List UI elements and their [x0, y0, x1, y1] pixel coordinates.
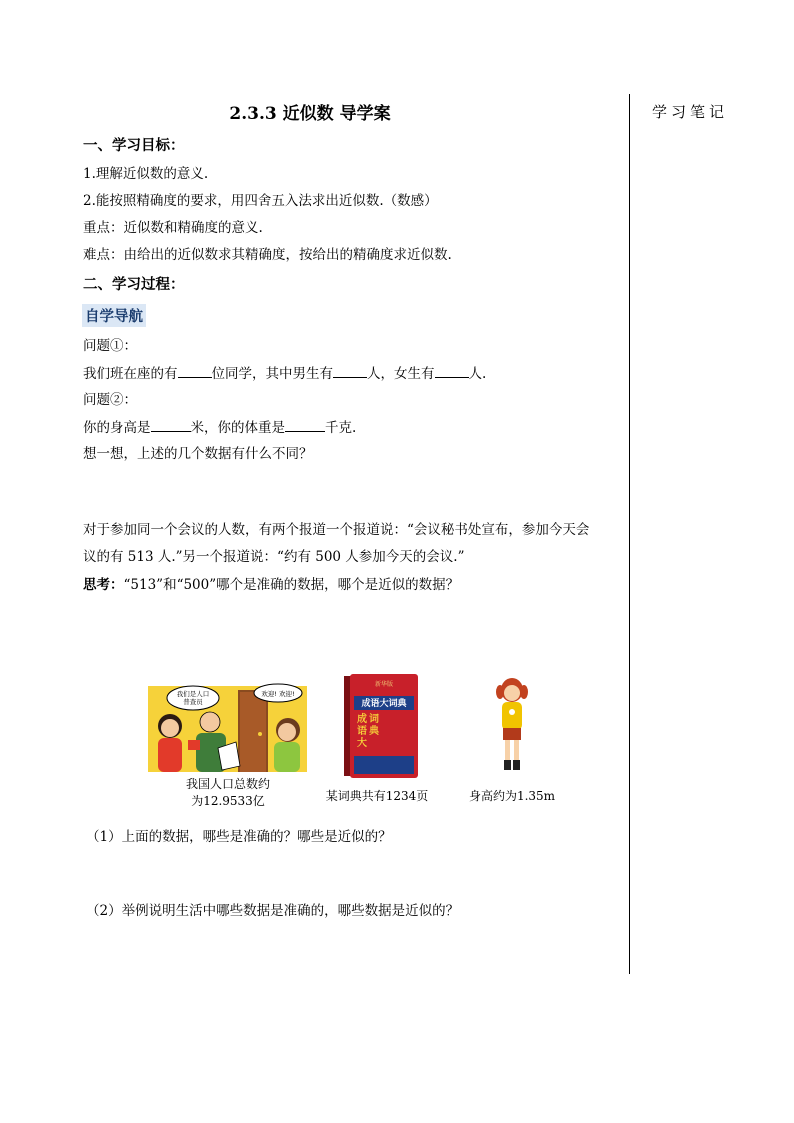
- question-1-label: 问题①：: [83, 338, 137, 354]
- blank-students[interactable]: [178, 363, 212, 378]
- q2-part-b: 米，你的体重是: [190, 420, 285, 436]
- key-point: 重点：近似数和精确度的意义.: [83, 220, 263, 236]
- section2-heading: 二、学习过程：: [83, 276, 185, 293]
- think-difference: 想一想，上述的几个数据有什么不同？: [83, 446, 313, 462]
- think-label: 思考：: [83, 577, 124, 593]
- cartoon-bubble-1b: 普查员: [183, 698, 203, 706]
- blank-girls[interactable]: [435, 363, 469, 378]
- q1-part-d: 人.: [468, 366, 487, 382]
- difficulty-point: 难点：由给出的近似数求其精确度，按给出的精确度求近似数.: [83, 247, 452, 263]
- q1-part-c: 人，女生有: [367, 366, 435, 382]
- study-notes-label: 学习笔记: [652, 103, 729, 121]
- cartoon-bubble-1a: 我们是人口: [176, 690, 210, 698]
- blank-weight[interactable]: [285, 417, 325, 432]
- question-2-text: [83, 417, 356, 438]
- blank-height[interactable]: [151, 417, 191, 432]
- q2-part-c: 千克.: [325, 420, 357, 436]
- question-accurate-approx: （1）上面的数据，哪些是准确的？哪些是近似的？: [86, 829, 392, 845]
- question-examples: （2）举例说明生活中哪些数据是准确的，哪些数据是近似的？: [86, 903, 460, 919]
- book-char-5: 典: [369, 726, 379, 737]
- caption-height: 身高约为1.35m: [468, 789, 556, 803]
- page-title: 2.3.3 近似数 导学案: [229, 104, 391, 124]
- caption-population-2: 为12.9533亿: [191, 794, 265, 808]
- blank-boys[interactable]: [333, 363, 367, 378]
- section1-heading: 一、学习目标：: [83, 137, 185, 154]
- caption-population-1: 我国人口总数约: [185, 777, 270, 791]
- think-text: “513”和“500”哪个是准确的数据，哪个是近似的数据？: [123, 577, 460, 593]
- question-2-label: 问题②：: [83, 392, 137, 408]
- meeting-paragraph-2: 议的有 513 人.”另一个报道说：“约有 500 人参加今天的会议.”: [83, 549, 465, 565]
- book-char-4: 词: [369, 714, 379, 725]
- book-char-2: 语: [357, 726, 367, 737]
- book-top-text: 新华版: [374, 681, 394, 688]
- q1-part-b: 位同学，其中男生有: [211, 366, 333, 382]
- think-question: [83, 575, 459, 595]
- q2-part-a: 你的身高是: [83, 420, 151, 436]
- book-char-3: 大: [357, 738, 367, 749]
- dictionary-image: [344, 674, 420, 778]
- self-study-nav-label: 自学导航: [82, 304, 146, 327]
- goal-2: 2.能按照精确度的要求，用四舍五入法求出近似数.（数感）: [83, 193, 438, 209]
- question-1-text: [83, 363, 486, 384]
- notes-divider: [629, 94, 630, 974]
- cartoon-bubble-2: 欢迎! 欢迎!: [261, 690, 295, 698]
- meeting-paragraph-1: 对于参加同一个会议的人数，有两个报道一个报道说：“会议秘书处宣布，参加今天会: [83, 522, 590, 538]
- goal-1: 1.理解近似数的意义.: [83, 166, 209, 182]
- q1-part-a: 我们班在座的有: [83, 366, 178, 382]
- girl-image: [494, 676, 530, 772]
- caption-dictionary: 某词典共有1234页: [325, 789, 429, 803]
- book-char-1: 成: [357, 714, 367, 725]
- book-title: 成语大词典: [361, 699, 407, 709]
- census-cartoon-image: [148, 678, 307, 772]
